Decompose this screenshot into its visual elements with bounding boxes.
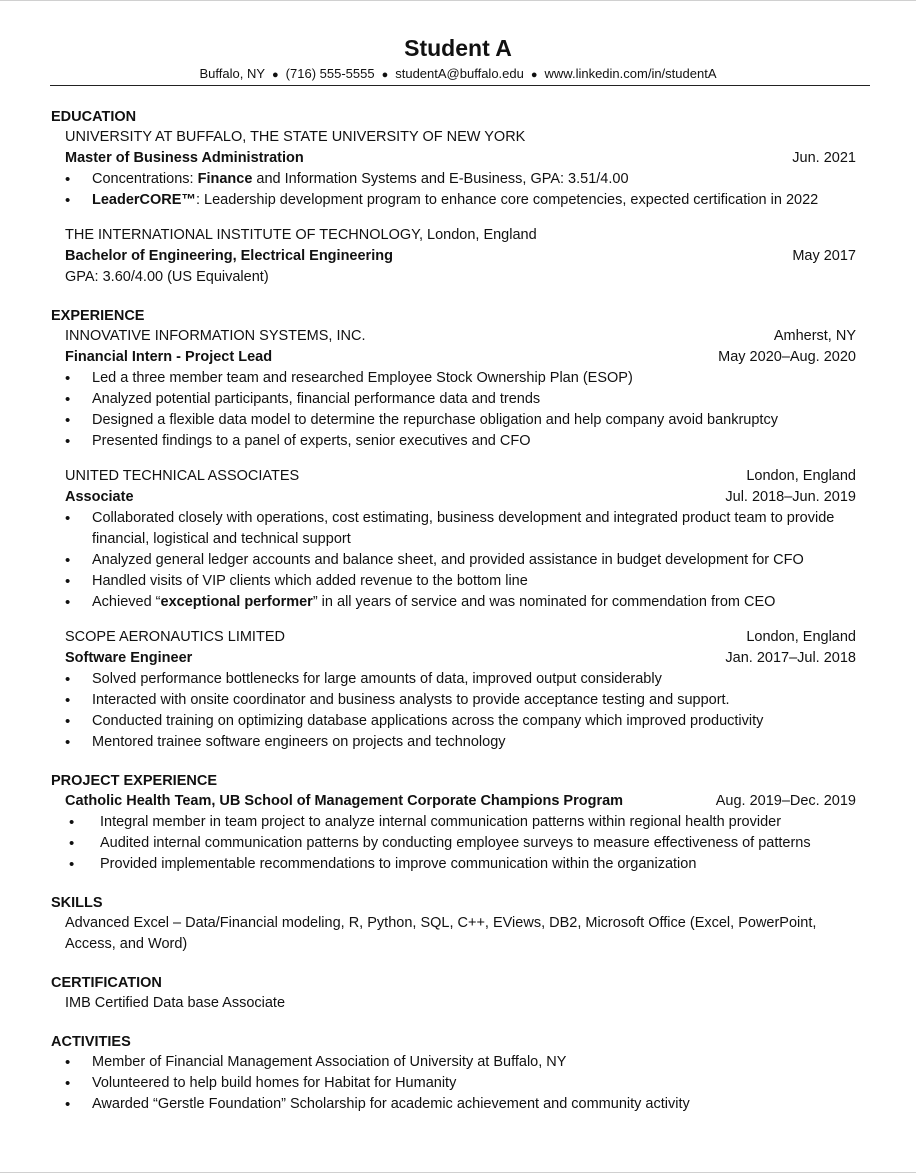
degree-row <box>65 148 856 169</box>
certification-text: IMB Certified Data base Associate <box>65 995 286 1011</box>
contact-line <box>0 65 916 84</box>
company-location: London, England <box>746 629 856 645</box>
list-item <box>65 169 856 190</box>
company-location: Amherst, NY <box>773 328 856 344</box>
company-row <box>65 326 856 347</box>
bullet-text: ” in all years of service and was nominated for commendation from CEO <box>312 594 776 610</box>
section-title: CERTIFICATION <box>51 975 162 991</box>
list-item: • Collaborated closely with operations, cost estimating, business development and integrated product team to provide financial, logistical and technical support <box>65 508 856 550</box>
contact-email[interactable]: studentA@buffalo.edu <box>395 66 524 81</box>
section-title: EXPERIENCE <box>51 308 145 324</box>
experience-entry-scope <box>51 627 856 753</box>
list-item: • Volunteered to help build homes for Habitat for Humanity <box>65 1073 856 1094</box>
list-item <box>65 190 856 211</box>
role-title: Financial Intern - Project Lead <box>65 349 273 365</box>
degree-date: May 2017 <box>792 248 856 264</box>
company-name: INNOVATIVE INFORMATION SYSTEMS, INC. <box>65 328 366 344</box>
list-item: • Solved performance bottlenecks for large amounts of data, improved output considerably <box>65 669 856 690</box>
bullet-bold-text: exceptional performer <box>160 594 313 610</box>
bullet-list <box>65 169 856 211</box>
role-dates: Jul. 2018–Jun. 2019 <box>725 489 856 505</box>
education-entry-ub <box>51 127 856 211</box>
company-location: London, England <box>746 468 856 484</box>
list-item: • Provided implementable recommendations to improve communication within the organization <box>65 854 856 875</box>
role-row <box>65 347 856 368</box>
section-title: EDUCATION <box>51 109 137 125</box>
school-name: UNIVERSITY AT BUFFALO, THE STATE UNIVERSITY OF NEW YORK <box>65 129 526 145</box>
activities-entry <box>51 1052 856 1115</box>
list-item: • Analyzed general ledger accounts and balance sheet, and provided assistance in budget development for CFO <box>65 550 856 571</box>
project-row <box>65 791 856 812</box>
bullet-bold-text: LeaderCORE™ <box>92 192 196 208</box>
list-item: • Conducted training on optimizing database applications across the company which improved productivity <box>65 711 856 732</box>
list-item: • Led a three member team and researched Employee Stock Ownership Plan (ESOP) <box>65 368 856 389</box>
section-title: SKILLS <box>51 895 103 911</box>
certification-section <box>51 973 856 1014</box>
list-item: • Presented findings to a panel of experts, senior executives and CFO <box>65 431 856 452</box>
list-item: • Interacted with onsite coordinator and business analysts to provide acceptance testing and support. <box>65 690 856 711</box>
bullet-text: : Leadership development program to enhance core competencies, expected certification in 2022 <box>195 192 819 208</box>
bullet-list <box>65 1052 856 1115</box>
bullet-list <box>65 368 856 452</box>
project-entry <box>51 791 856 875</box>
list-item: • Analyzed potential participants, financial performance data and trends <box>65 389 856 410</box>
section-title: PROJECT EXPERIENCE <box>51 773 217 789</box>
skills-section <box>51 893 856 955</box>
header-rule <box>50 85 870 86</box>
degree-title: Bachelor of Engineering, Electrical Engineering <box>65 248 393 264</box>
list-item: • Handled visits of VIP clients which added revenue to the bottom line <box>65 571 856 592</box>
role-row <box>65 648 856 669</box>
company-row <box>65 466 856 487</box>
list-item <box>65 592 856 613</box>
company-row <box>65 627 856 648</box>
company-name: UNITED TECHNICAL ASSOCIATES <box>65 468 300 484</box>
list-item: • Member of Financial Management Association of University at Buffalo, NY <box>65 1052 856 1073</box>
role-dates: May 2020–Aug. 2020 <box>718 349 856 365</box>
role-title: Software Engineer <box>65 650 193 666</box>
list-item: • Awarded “Gerstle Foundation” Scholarship for academic achievement and community activity <box>65 1094 856 1115</box>
list-item: • Designed a flexible data model to determine the repurchase obligation and help company avoid bankruptcy <box>65 410 856 431</box>
bullet-text: and Information Systems and E-Business, GPA: 3.51/4.00 <box>252 171 629 187</box>
bullet-list <box>65 812 856 875</box>
project-name: Catholic Health Team, UB School of Management Corporate Champions Program <box>65 793 624 809</box>
degree-date: Jun. 2021 <box>792 150 856 166</box>
contact-linkedin[interactable]: www.linkedin.com/in/studentA <box>544 66 717 81</box>
separator-dot: ● <box>272 69 279 81</box>
skills-text: Advanced Excel – Data/Financial modeling, R, Python, SQL, C++, EViews, DB2, Microsoft Office (Excel, PowerPoint, Access, and Word) <box>65 915 817 952</box>
experience-entry-iis <box>51 326 856 452</box>
bullet-list <box>65 508 856 613</box>
gpa-text: GPA: 3.60/4.00 (US Equivalent) <box>65 269 269 285</box>
role-title: Associate <box>65 489 134 505</box>
contact-city: Buffalo, NY <box>199 66 266 81</box>
separator-dot: ● <box>381 69 389 81</box>
degree-title: Master of Business Administration <box>65 150 304 166</box>
activities-section <box>51 1032 856 1115</box>
project-section <box>51 771 856 875</box>
role-dates: Jan. 2017–Jul. 2018 <box>725 650 856 666</box>
bullet-list <box>65 669 856 753</box>
list-item: • Mentored trainee software engineers on projects and technology <box>65 732 856 753</box>
role-row <box>65 487 856 508</box>
candidate-name: Student A <box>404 35 512 61</box>
project-dates: Aug. 2019–Dec. 2019 <box>715 793 856 809</box>
education-entry-iit <box>51 225 856 288</box>
experience-entry-uta <box>51 466 856 613</box>
resume-body <box>51 107 856 1133</box>
education-section <box>51 107 856 288</box>
degree-row <box>65 246 856 267</box>
separator-dot: ● <box>530 69 538 81</box>
bullet-bold-text: Finance <box>197 171 253 187</box>
school-name: THE INTERNATIONAL INSTITUTE OF TECHNOLOGY, London, England <box>65 227 537 243</box>
experience-section <box>51 306 856 753</box>
contact-phone: (716) 555-5555 <box>285 66 375 81</box>
top-border <box>0 0 916 1</box>
company-name: SCOPE AERONAUTICS LIMITED <box>65 629 285 645</box>
section-title: ACTIVITIES <box>51 1034 131 1050</box>
bullet-text: Achieved “ <box>92 594 161 610</box>
list-item: • Audited internal communication patterns by conducting employee surveys to measure effectiveness of patterns <box>65 833 856 854</box>
bullet-text: Concentrations: <box>92 171 198 187</box>
list-item: • Integral member in team project to analyze internal communication patterns within regional health provider <box>65 812 856 833</box>
